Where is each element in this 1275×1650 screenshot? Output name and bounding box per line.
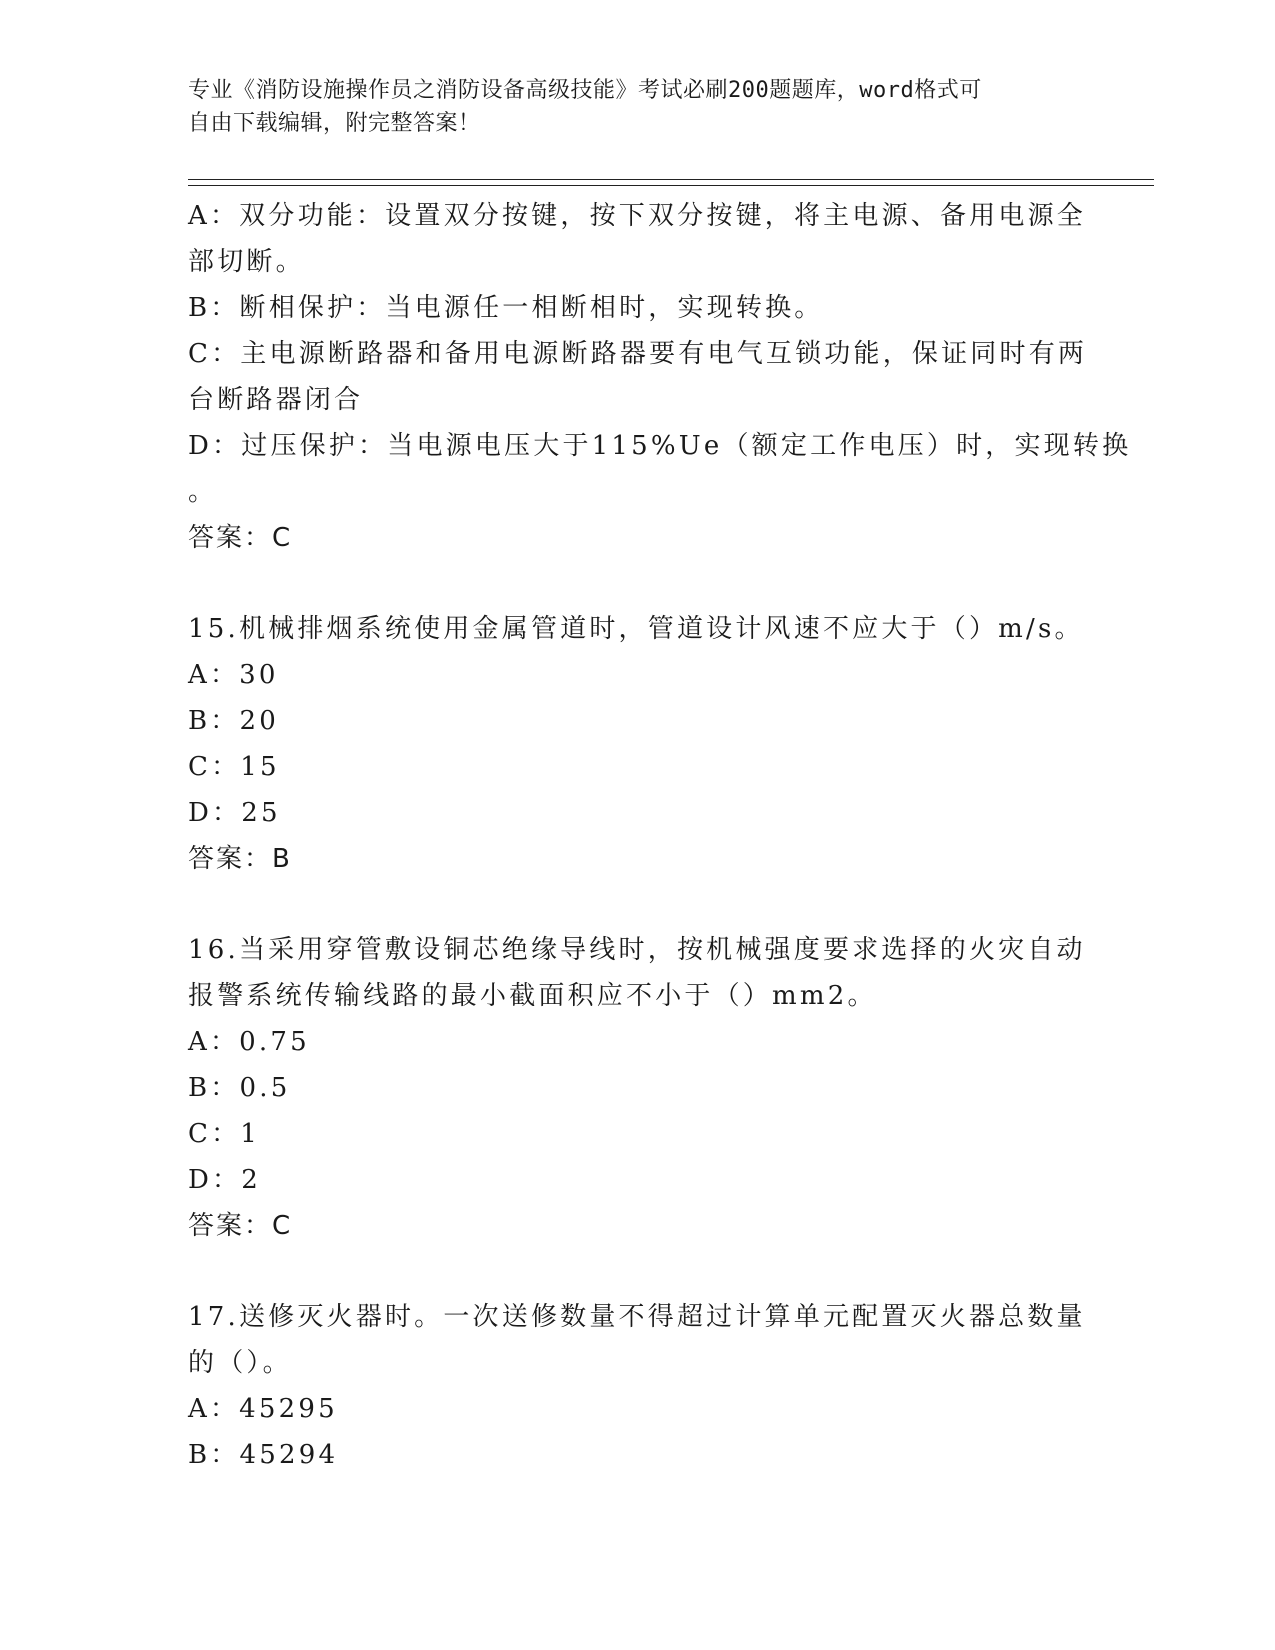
question-17 (188, 1294, 1088, 1478)
spacer (188, 561, 1088, 606)
option-c: C：15 (188, 752, 280, 782)
header-divider-top (188, 179, 1154, 180)
option-d: D：25 (188, 798, 281, 828)
question-15 (188, 606, 1088, 882)
option-a: A：30 (188, 660, 279, 690)
option-b: B：断相保护：当电源任一相断相时，实现转换。 (188, 293, 824, 323)
option-c-line-2: 台断路器闭合 (188, 385, 364, 415)
option-a: A：0.75 (188, 1027, 310, 1057)
question-stem-line-1: 17.送修灭火器时。一次送修数量不得超过计算单元配置灭火器总数量 (188, 1302, 1086, 1332)
question-stem: 15.机械排烟系统使用金属管道时，管道设计风速不应大于（）m/s。 (188, 614, 1084, 644)
question-list (188, 193, 1132, 1478)
answer: 答案：C (188, 523, 293, 553)
question-stem-line-2: 的（）。 (188, 1348, 292, 1378)
option-b: B：20 (188, 706, 279, 736)
option-a-line-1: A：双分功能：设置双分按键，按下双分按键，将主电源、备用电源全 (188, 201, 1086, 231)
answer: 答案：B (188, 844, 292, 874)
answer: 答案：C (188, 1211, 293, 1241)
document-header (188, 74, 1068, 140)
question-stem-line-1: 16.当采用穿管敷设铜芯绝缘导线时，按机械强度要求选择的火灾自动 (188, 935, 1086, 965)
option-a-line-2: 部切断。 (188, 247, 305, 277)
header-line-1: 专业《消防设施操作员之消防设备高级技能》考试必刷200题题库，word格式可 (188, 78, 982, 103)
option-c: C：1 (188, 1119, 261, 1149)
option-a: A：45295 (188, 1394, 338, 1424)
question-stem-line-2: 报警系统传输线路的最小截面积应不小于（）mm2。 (188, 981, 877, 1011)
option-d-line-1: D：过压保护：当电源电压大于115%Ue（额定工作电压）时，实现转换 (188, 431, 1132, 461)
option-b: B：45294 (188, 1440, 339, 1470)
question-14 (188, 193, 1132, 561)
option-d-line-2: 。 (188, 477, 218, 507)
option-b: B：0.5 (188, 1073, 291, 1103)
header-divider-bottom (188, 185, 1154, 186)
option-d: D：2 (188, 1165, 261, 1195)
spacer (188, 1249, 1088, 1294)
spacer (188, 882, 1088, 927)
option-c-line-1: C：主电源断路器和备用电源断路器要有电气互锁功能，保证同时有两 (188, 339, 1088, 369)
header-line-2: 自由下载编辑，附完整答案！ (188, 111, 481, 136)
question-16 (188, 927, 1088, 1249)
